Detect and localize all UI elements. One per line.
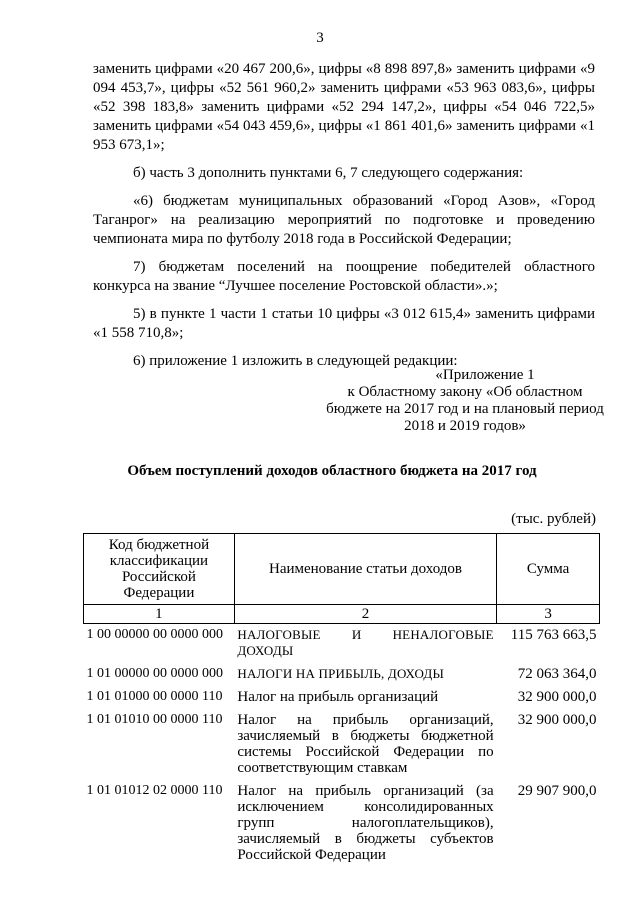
row-code: 1 00 00000 00 0000 000 [86,627,223,642]
paragraph-part-3: б) часть 3 дополнить пунктами 6, 7 следующего содержания: [133,165,524,181]
column-number-row [84,605,600,624]
table-row [84,780,600,867]
row-sum: 32 900 000,0 [517,712,597,728]
row-code: 1 01 01010 00 0000 110 [86,712,223,727]
paragraph-item-7: 7) бюджетам поселений на поощрение победителей областного конкурса на звание “Лучшее поселение Ростовской области».»; [93,259,595,294]
row-sum: 72 063 364,0 [517,666,597,682]
row-code: 1 01 00000 00 0000 000 [86,666,223,681]
row-code: 1 01 01000 00 0000 110 [86,689,223,704]
column-number: 2 [234,605,496,624]
header-name: Наименование статьи доходов [234,534,496,605]
paragraph-item-6: «6) бюджетам муниципальных образований «Город Азов», «Город Таганрог» на реализацию мероприятий по подготовке и проведению чемпионата мира по футболу 2018 года в Российской Федерации; [93,193,595,247]
table-header-row [84,534,600,605]
row-sum: 32 900 000,0 [517,689,597,705]
units-label: (тыс. рублей) [511,511,596,527]
table-row [84,663,600,686]
table-title: Объем поступлений доходов областного бюджета на 2017 год [127,463,537,479]
header-code: Код бюджетной классификации Российской Федерации [84,534,235,605]
row-name: НАЛОГОВЫЕ И НЕНАЛОГОВЫЕ ДОХОДЫ [237,627,494,658]
row-name: Налог на прибыль организаций, зачисляемый в бюджеты бюджетной системы Российской Федерации по соответствующим ставкам [237,712,494,776]
paragraph-appendix-1: 6) приложение 1 изложить в следующей редакции: [133,353,458,369]
table-row [84,624,600,664]
row-name: НАЛОГИ НА ПРИБЫЛЬ, ДОХОДЫ [237,666,445,681]
appendix-heading [320,367,610,435]
appendix-subtitle: к Областному закону «Об областном бюджете на 2017 год и на плановый период 2018 и 2019 годов» [326,384,604,434]
revenue-table [83,533,600,867]
row-name: Налог на прибыль организаций [237,689,439,705]
header-sum: Сумма [497,534,600,605]
row-name: Налог на прибыль организаций (за исключением консолидированных групп налогоплательщиков), зачисляемый в бюджеты субъектов Российской Федерации [237,783,494,863]
table-row [84,709,600,780]
row-code: 1 01 01012 02 0000 110 [86,783,223,798]
body-text [93,60,595,380]
appendix-title: «Приложение 1 [435,367,535,383]
column-number: 3 [497,605,600,624]
paragraph-replace-figures: заменить цифрами «20 467 200,6», цифры «8 898 897,8» заменить цифрами «9 094 453,7», цифры «52 561 960,2» заменить цифрами «53 963 083,6», цифры «52 398 183,8» заменить цифрами «52 294 147,2», цифры «54 046 722,5» заменить цифрами «54 043 459,6», цифры «1 861 401,6» заменить цифрами «1 953 673,1»; [93,61,595,153]
page-number: 3 [316,30,324,46]
row-sum: 29 907 900,0 [517,783,597,799]
row-sum: 115 763 663,5 [510,627,597,643]
column-number: 1 [84,605,235,624]
paragraph-article-10: 5) в пункте 1 части 1 статьи 10 цифры «3 012 615,4» заменить цифрами «1 558 710,8»; [93,306,595,341]
table-row [84,686,600,709]
